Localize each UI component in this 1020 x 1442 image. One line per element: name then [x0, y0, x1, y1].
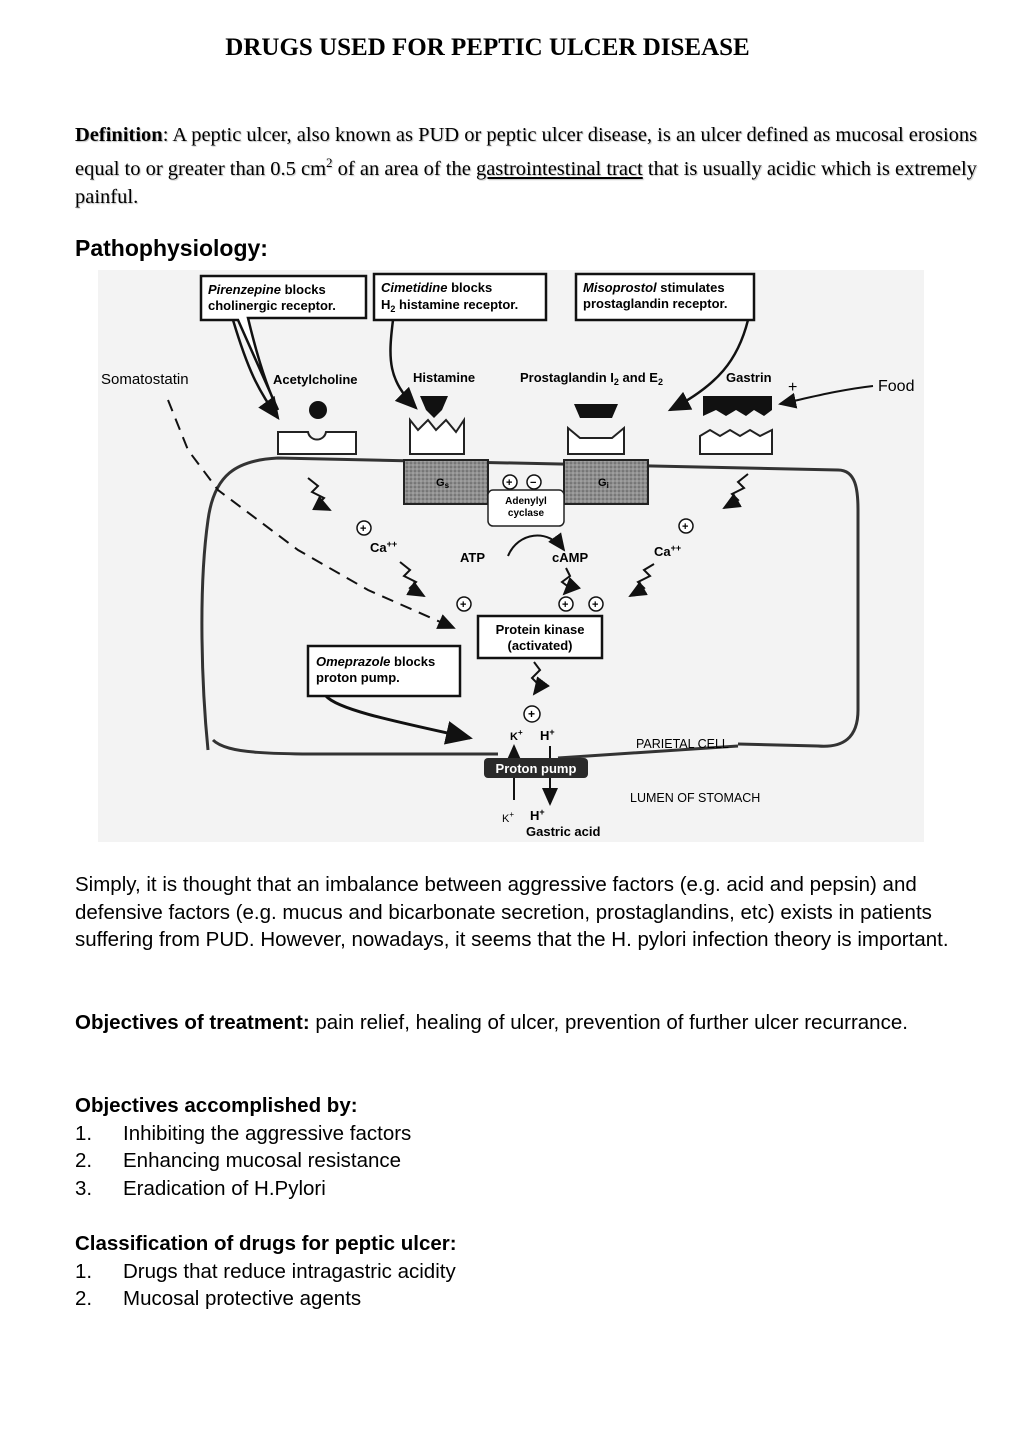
svg-text:−: − — [530, 477, 537, 489]
somatostatin-label: Somatostatin — [101, 371, 189, 388]
prostaglandin-label: Prostaglandin $I_2$ and $E_2$ — [520, 370, 663, 387]
svg-text:+: + — [592, 599, 599, 611]
classification-heading: Classification of drugs for peptic ulcer: — [75, 1232, 457, 1255]
list-item: 1. Inhibiting the aggressive factors — [75, 1121, 412, 1145]
svg-text:K+: K+ — [502, 810, 515, 825]
pirenzepine-label: Pirenzepine — [208, 282, 281, 297]
pirenzepine-line2: cholinergic receptor. — [208, 298, 336, 313]
objectives-paragraph — [75, 1009, 955, 1037]
objectives-text: pain relief, healing of ulcer, prevention of further ulcer recurrance. — [309, 1011, 908, 1034]
atp-label: ATP — [460, 550, 486, 565]
cimetidine-callout — [374, 274, 546, 320]
svg-text:+: + — [788, 379, 798, 396]
prostaglandin-molecule — [574, 404, 618, 418]
definition-text-2: of an area of the — [332, 157, 476, 180]
protein-kinase-activated: (activated) — [507, 638, 573, 653]
svg-text:Ca++: Ca++ — [654, 543, 682, 559]
svg-text:Ca++: Ca++ — [370, 539, 398, 555]
svg-text:Cimetidine blocks: Cimetidine blocks — [381, 280, 493, 295]
misoprostol-label: Misoprostol — [583, 280, 657, 295]
gastrin-label: Gastrin — [726, 370, 772, 385]
svg-text:cyclase: cyclase — [507, 508, 545, 519]
gastric-acid-label: Gastric acid — [526, 824, 601, 839]
definition-paragraph — [75, 121, 985, 211]
list-item: 3. Eradication of H.Pylori — [75, 1176, 326, 1200]
accomplished-heading: Objectives accomplished by: — [75, 1094, 358, 1117]
gastrointestinal-tract-link[interactable]: gastrointestinal tract — [475, 157, 643, 180]
svg-text:Pirenzepine blocks: Pirenzepine blocks — [208, 282, 326, 297]
svg-text:H+: H+ — [530, 807, 545, 823]
histamine-label: Histamine — [413, 370, 476, 385]
omeprazole-label: Omeprazole — [316, 654, 391, 669]
svg-text:Adenylyl: Adenylyl — [505, 496, 547, 507]
lumen-label: LUMEN OF STOMACH — [630, 791, 761, 805]
svg-text:+: + — [506, 477, 513, 489]
proton-pump-label: Proton pump — [495, 761, 577, 776]
svg-text:+: + — [360, 523, 367, 535]
svg-text:H+: H+ — [540, 727, 555, 743]
definition-text-3: that is usually acidic which is extremely painful. — [75, 157, 977, 208]
accomplished-section — [75, 1092, 955, 1202]
definition-superscript: 2 — [326, 155, 333, 170]
list-item: 2. Mucosal protective agents — [75, 1287, 362, 1310]
page-title: DRUGS USED FOR PEPTIC ULCER DISEASE — [225, 34, 750, 61]
svg-text:Gi: Gi — [598, 477, 609, 490]
svg-text:+: + — [562, 599, 569, 611]
food-label: Food — [878, 378, 915, 395]
svg-text:H2 histamine receptor.: $H_2$ histamine receptor. — [381, 297, 519, 314]
svg-text:Gs: Gs — [436, 477, 450, 490]
misoprostol-line2: prostaglandin receptor. — [583, 296, 728, 311]
camp-label: cAMP — [552, 550, 589, 565]
misoprostol-callout — [576, 274, 754, 320]
omeprazole-line2: proton pump. — [316, 670, 400, 685]
simply-paragraph: Simply, it is thought that an imbalance between aggressive factors (e.g. acid and pepsin) and defensive factors (e.g. mucus and bicarbonate secretion, prostaglandins, etc) exists in patients suffering from PUD. However, nowadays, it seems that the H. pylori infection theory is important. — [75, 873, 949, 951]
svg-text:K+: K+ — [510, 728, 523, 743]
parietal-cell-label: PARIETAL CELL — [636, 737, 729, 751]
svg-text:+: + — [682, 521, 689, 533]
acetylcholine-label: Acetylcholine — [273, 372, 358, 387]
acetylcholine-molecule — [309, 401, 327, 419]
classification-section — [75, 1230, 955, 1313]
definition-text-1: A peptic ulcer, also known as PUD or peptic ulcer disease, is an ulcer defined as mucosal erosions equal to or greater than 0.5 cm — [75, 124, 978, 180]
svg-text:+: + — [460, 599, 467, 611]
protein-kinase-label: Protein kinase — [495, 622, 585, 637]
definition-label: Definition — [75, 124, 163, 146]
svg-text:Misoprostol stimulates: Misoprostol stimulates — [583, 280, 725, 295]
definition-separator: : — [162, 124, 169, 146]
objectives-label: Objectives of treatment: — [75, 1011, 310, 1034]
svg-text:+: + — [528, 707, 536, 721]
list-item: 2. Enhancing mucosal resistance — [75, 1149, 402, 1172]
list-item: 1. Drugs that reduce intragastric acidity — [75, 1259, 456, 1283]
pathophysiology-heading: Pathophysiology: — [75, 235, 268, 261]
pathophysiology-diagram — [98, 270, 924, 842]
cimetidine-label: Cimetidine — [381, 280, 448, 295]
svg-text:Omeprazole blocks: Omeprazole blocks — [316, 654, 436, 669]
